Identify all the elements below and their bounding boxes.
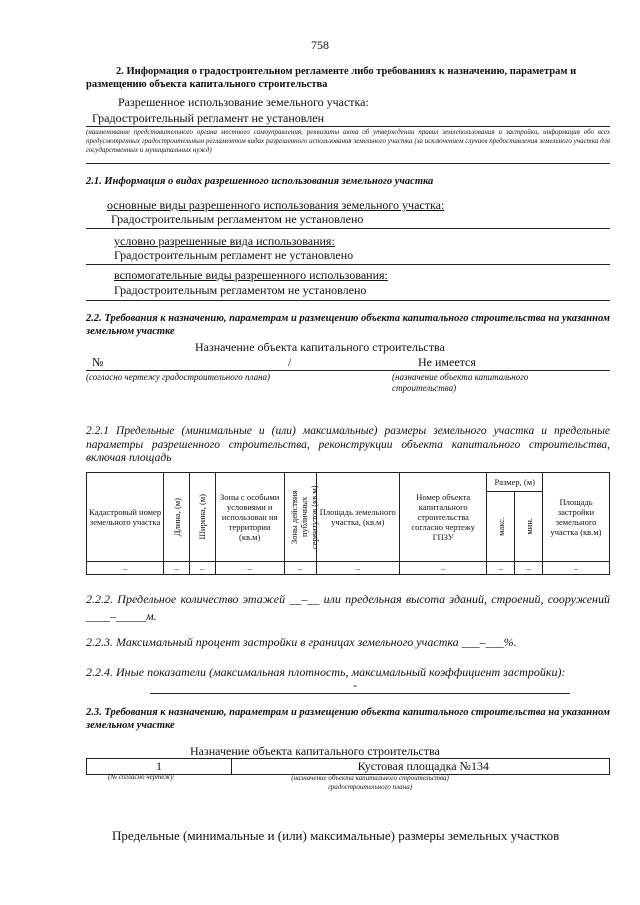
header-length: Длина, (м) [164, 473, 190, 562]
parameters-table [86, 472, 610, 575]
cell: – [515, 562, 543, 575]
cell: – [189, 562, 215, 575]
conditional-uses-label: условно разрешенные вида использования: [114, 234, 335, 248]
header-build-area: Площадь застройки земельного участка (кв.м) [543, 473, 610, 562]
regulation-value: Градостроительный регламент не установлен [92, 111, 324, 125]
note-purpose: (назначение объекта капитального строительства) градостроительного плана) [291, 774, 449, 791]
section-2-2-3-text: 2.2.3. Максимальный процент застройки в границах земельного участка ___–___%. [86, 635, 517, 649]
main-uses-value: Градостроительным регламентом не установлено [111, 212, 364, 226]
header-cadastral: Кадастровый номер земельного участка [87, 473, 164, 562]
header-width: Ширина, (м) [189, 473, 215, 562]
main-uses-label: основные виды разрешенного использования земельного участка: [107, 198, 445, 212]
section-2-2-4-text: 2.2.4. Иные показатели (максимальная плотность, максимальный коэффициент застройки): [86, 665, 566, 679]
cell: – [316, 562, 399, 575]
purpose-value: Не имеется [418, 355, 476, 369]
cell: – [284, 562, 316, 575]
header-zones: Зоны с особыми условиями и использован ия территории (кв.м) [215, 473, 284, 562]
regulation-note: (наименование представительного органа местного самоуправления, реквизиты акта об утверждении правил землепользования и застройки, информация обо всех предусмотренных градостроительным регламентом видах разрешенного использования земельного участка (за исключением случаев предоставления земельного участка для государственных и муниципальных нужд) [86, 128, 610, 154]
permitted-use-label: Разрешенное использование земельного участка: [118, 95, 369, 109]
cell: – [87, 562, 164, 575]
header-min: мин. [515, 492, 543, 562]
header-servitude: Зоны действия публичных сервитутов (кв.м) [284, 473, 316, 562]
other-indicators-value: - [353, 678, 357, 692]
auxiliary-uses-label: вспомогательные виды разрешенного использования: [114, 268, 388, 282]
conditional-uses-value: Градостроительным регламент не установлено [114, 248, 354, 262]
note-number: (№ согласно чертежу [108, 773, 174, 781]
note-left: (согласно чертежу градостроительного плана) [86, 372, 271, 382]
section-2-2-2-text: 2.2.2. Предельное количество этажей __–__ или предельная высота зданий, строений, сооружений ____–_____м. [86, 592, 610, 623]
footer-text: Предельные (минимальные и (или) максимальные) размеры земельных участков [112, 828, 560, 843]
cell: – [399, 562, 487, 575]
cell: – [543, 562, 610, 575]
section-2-3-heading: 2.3. Требования к назначению, параметрам и размещению объекта капитального строительства на указанном земельном участке [86, 707, 610, 731]
cell: – [164, 562, 190, 575]
cell: – [215, 562, 284, 575]
number-sign: № [92, 355, 104, 369]
section-2-1-heading: 2.1. Информация о видах разрешенного использования земельного участка [86, 176, 434, 187]
purpose-label-2: Назначение объекта капитального строительства [190, 744, 440, 758]
section-2-2-heading: 2.2. Требования к назначению, параметрам и размещению объекта капитального строительства на указанном земельном участке [86, 313, 610, 337]
page-number: 758 [311, 38, 329, 52]
object-purpose: Кустовая площадка №134 [232, 759, 610, 775]
header-area: Площадь земельного участка, (кв.м) [316, 473, 399, 562]
header-object-no: Номер объекта капитального строительства согласно чертежу ГПЗУ [399, 473, 487, 562]
auxiliary-uses-value: Градостроительным регламентом не установлено [114, 283, 367, 297]
note-right: (назначение объекта капитального строительства) [392, 372, 529, 393]
object-number: 1 [87, 759, 232, 775]
header-size: Размер, (м) [487, 473, 543, 492]
purpose-label: Назначение объекта капитального строительства [195, 340, 445, 354]
header-max: макс. [487, 492, 515, 562]
cell: – [487, 562, 515, 575]
section-2-heading: 2. Информация о градостроительном регламенте либо требованиях к назначению, параметрам и размещению объекта капитального строительства [86, 66, 577, 90]
slash: / [288, 355, 292, 369]
section-2-2-1-text: 2.2.1 Предельные (минимальные и (или) максимальные) размеры земельного участка и предельные параметры разрешенного строительства, реконструкции объекта капитального строительства, включая площадь [86, 425, 610, 464]
